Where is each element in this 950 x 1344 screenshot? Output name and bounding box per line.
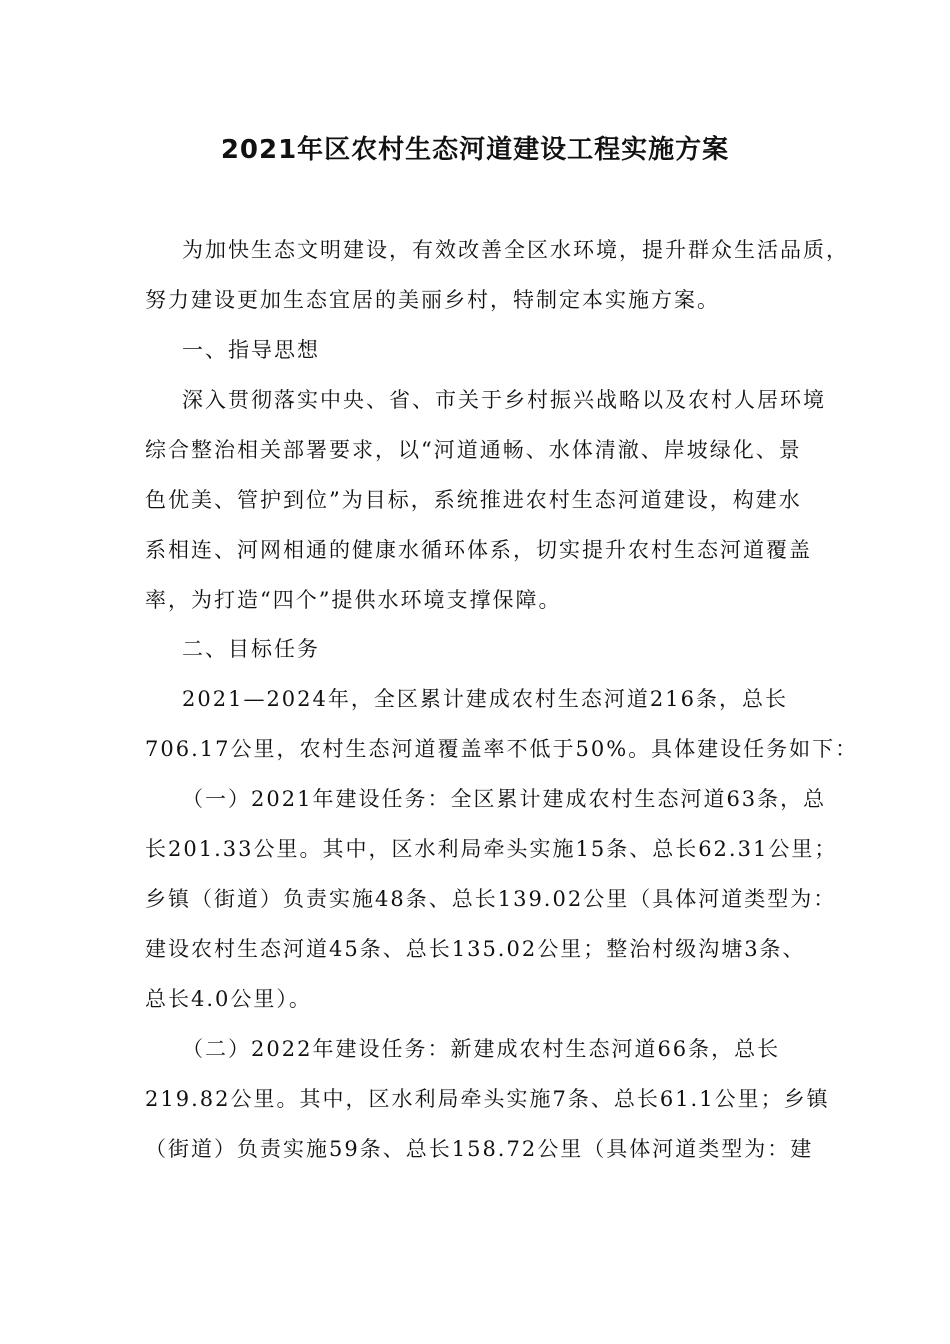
paragraph-line: 总长4.0公里）。 xyxy=(145,987,312,1011)
paragraph-line: 为加快生态文明建设，有效改善全区水环境，提升群众生活品质， xyxy=(182,238,849,262)
paragraph-line: 努力建设更加生态宜居的美丽乡村，特制定本实施方案。 xyxy=(145,288,720,312)
paragraph-line: 率，为打造“四个”提供水环境支撑保障。 xyxy=(145,588,562,612)
paragraph-line: 综合整治相关部署要求，以“河道通畅、水体清澈、岸坡绿化、景 xyxy=(145,438,802,462)
section-heading: 二、目标任务 xyxy=(182,637,320,661)
paragraph-line: 长201.33公里。其中，区水利局牵头实施15条、总长62.31公里； xyxy=(145,837,838,861)
paragraph-line: 建设农村生态河道45条、总长135.02公里；整治村级沟塘3条、 xyxy=(145,937,806,961)
paragraph-line: 219.82公里。其中，区水利局牵头实施7条、总长61.1公里；乡镇 xyxy=(145,1087,830,1111)
paragraph-line: 深入贯彻落实中央、省、市关于乡村振兴战略以及农村人居环境 xyxy=(182,388,826,412)
section-heading: 一、指导思想 xyxy=(182,338,320,362)
paragraph-line: （一）2021年建设任务：全区累计建成农村生态河道63条，总 xyxy=(182,787,827,811)
paragraph-line: 色优美、管护到位”为目标，系统推进农村生态河道建设，构建水 xyxy=(145,488,802,512)
paragraph-line: （二）2022年建设任务：新建成农村生态河道66条，总长 xyxy=(182,1037,781,1061)
paragraph-line: （街道）负责实施59条、总长158.72公里（具体河道类型为：建 xyxy=(145,1137,814,1161)
paragraph-line: 706.17公里，农村生态河道覆盖率不低于50%。具体建设任务如下： xyxy=(145,737,859,761)
paragraph-line: 2021—2024年，全区累计建成农村生态河道216条，总长 xyxy=(182,687,788,711)
document-title: 2021年区农村生态河道建设工程实施方案 xyxy=(220,135,730,165)
paragraph-line: 乡镇（街道）负责实施48条、总长139.02公里（具体河道类型为： xyxy=(145,887,837,911)
paragraph-line: 系相连、河网相通的健康水循环体系，切实提升农村生态河道覆盖 xyxy=(145,538,812,562)
